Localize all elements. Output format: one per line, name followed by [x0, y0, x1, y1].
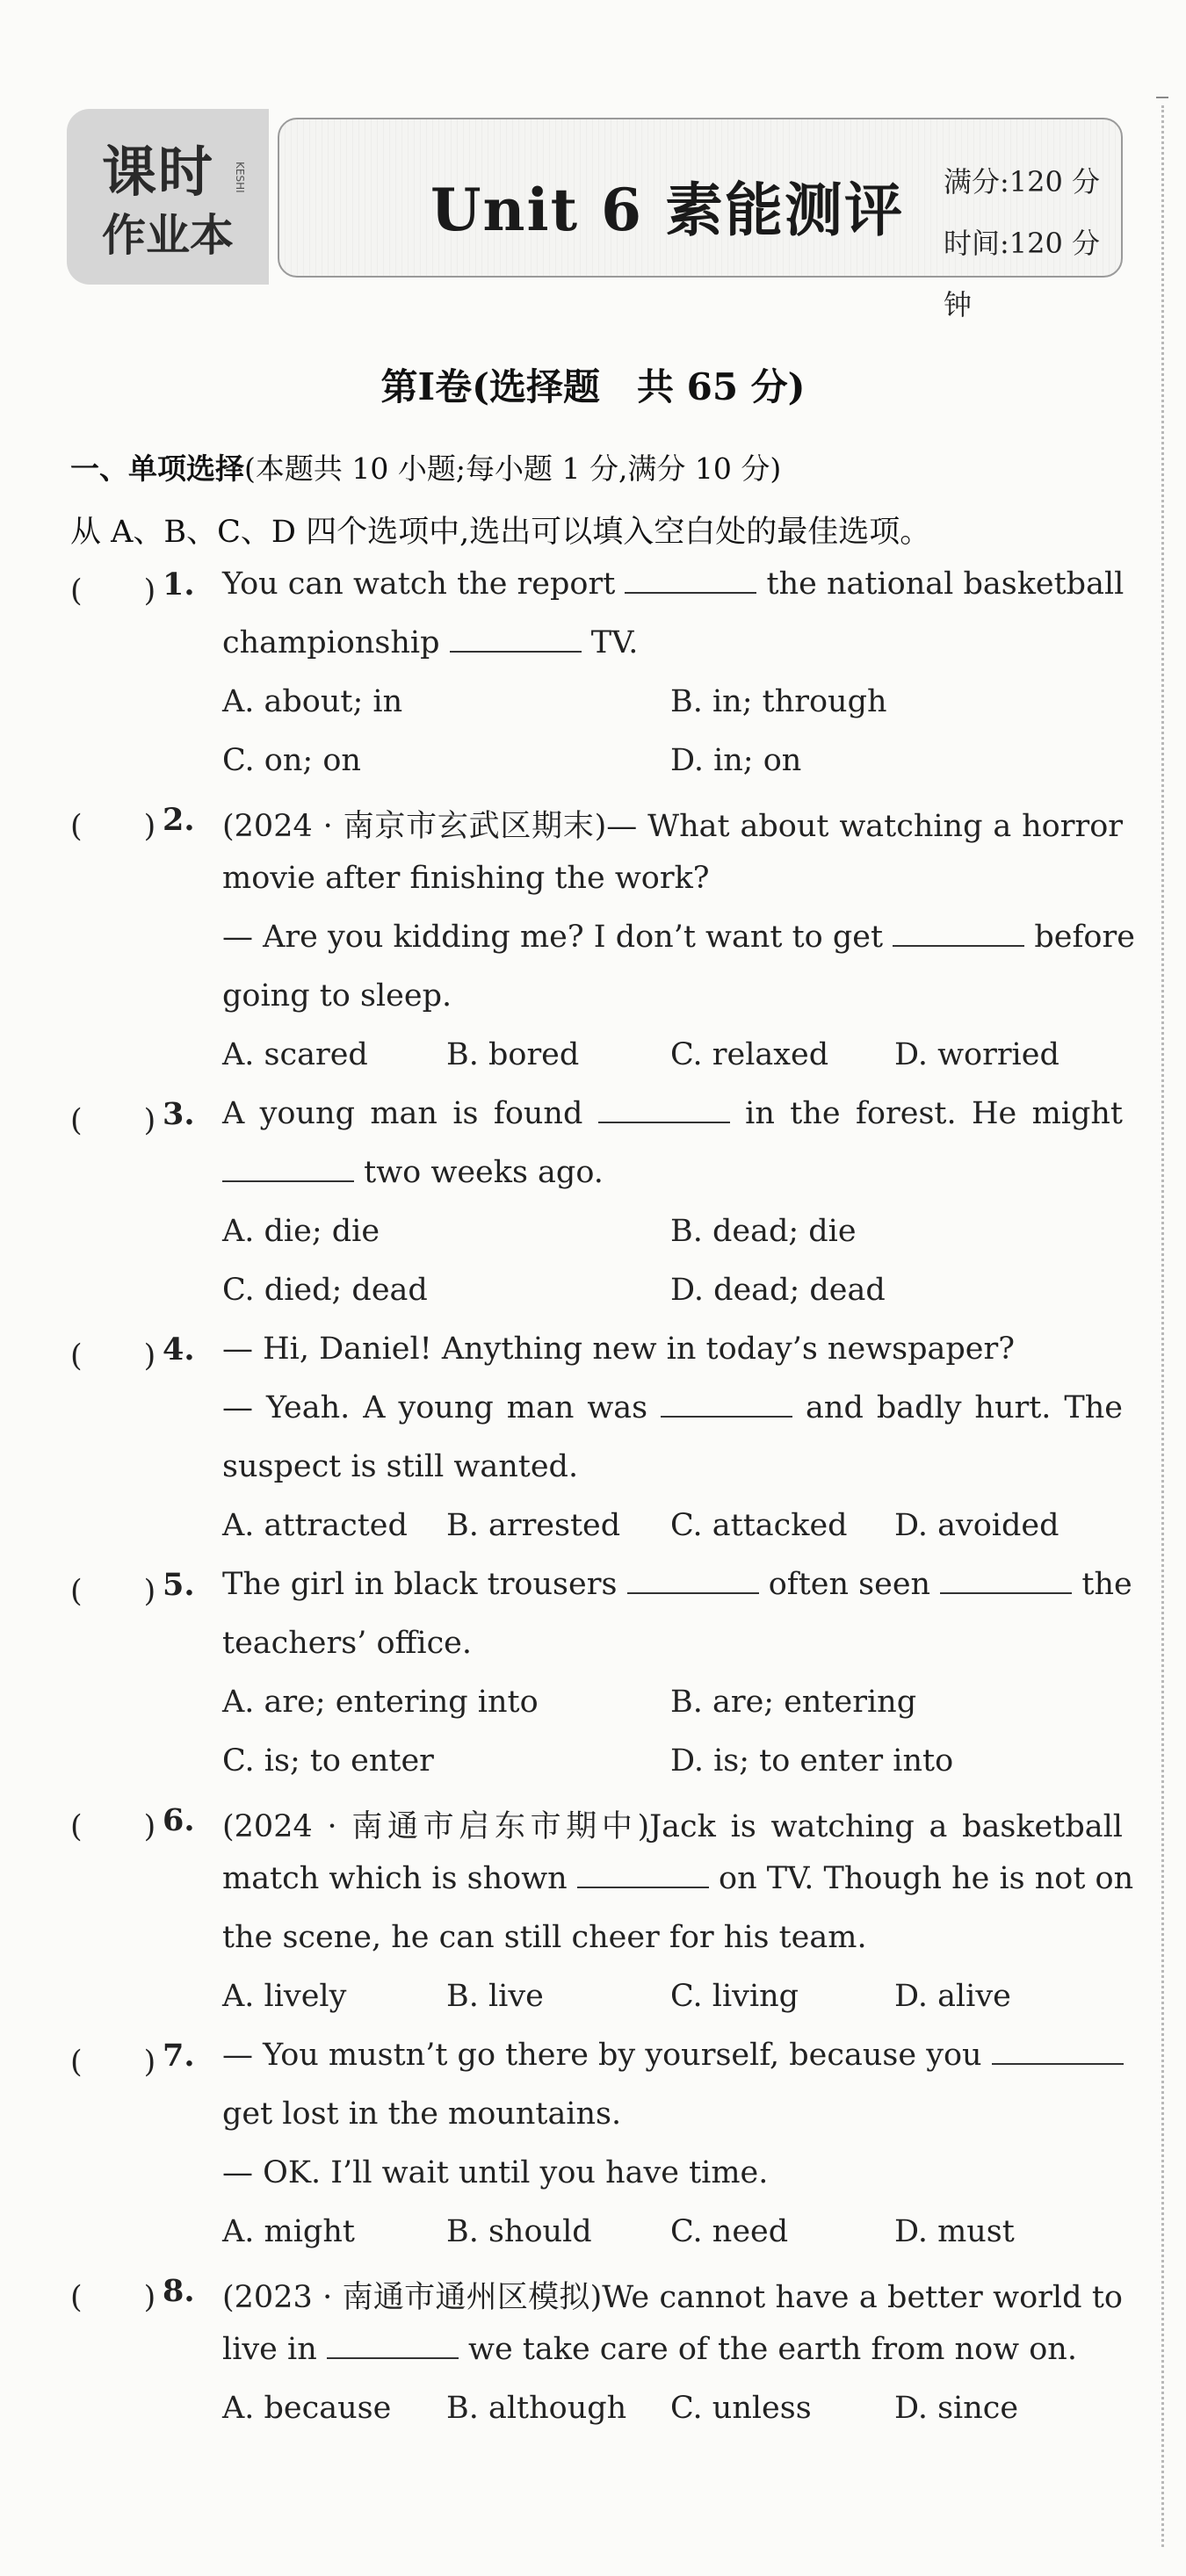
- option-b[interactable]: B. in; through: [670, 684, 887, 719]
- part-heading: [70, 446, 781, 487]
- answer-blank[interactable]: [222, 1156, 354, 1182]
- stem-text: live in: [222, 2332, 317, 2367]
- option-a[interactable]: A. about; in: [222, 684, 403, 719]
- answer-blank[interactable]: [893, 920, 1024, 947]
- stem-text: match which is shown: [222, 1861, 568, 1896]
- answer-blank[interactable]: [627, 1568, 759, 1594]
- question-number: 8.: [163, 2273, 195, 2309]
- question-number: 3.: [163, 1096, 195, 1132]
- stem-text: the national basketball: [766, 566, 1125, 602]
- stem-line: [222, 625, 1123, 660]
- stem-line: get lost in the mountains.: [222, 2096, 622, 2132]
- stem-line: — Hi, Daniel! Anything new in today’s newspaper?: [222, 1331, 1015, 1367]
- option-b[interactable]: B. live: [446, 1979, 544, 2014]
- option-b[interactable]: B. bored: [446, 1037, 580, 1072]
- logo-badge: [67, 109, 269, 285]
- answer-blank[interactable]: [450, 626, 582, 653]
- stem-text: You can watch the report: [222, 566, 616, 602]
- logo-line1: 课时: [102, 140, 215, 204]
- option-c[interactable]: C. died; dead: [222, 1273, 428, 1308]
- stem-line: the scene, he can still cheer for his team.: [222, 1920, 867, 1955]
- option-d[interactable]: D. is; to enter into: [670, 1743, 954, 1779]
- stem-text: The girl in black trousers: [222, 1567, 618, 1602]
- question-number: 7.: [163, 2038, 195, 2074]
- instruction: 从 A、B、C、D 四个选项中,选出可以填入空白处的最佳选项。: [70, 515, 931, 550]
- question-number: 2.: [163, 802, 195, 838]
- full-score: 满分:120 分: [944, 165, 1101, 198]
- page-header: [67, 109, 1121, 321]
- option-b[interactable]: B. arrested: [446, 1508, 621, 1543]
- question-number: 1.: [163, 566, 195, 603]
- option-a[interactable]: A. scared: [222, 1037, 368, 1072]
- stem-line: teachers’ office.: [222, 1626, 473, 1661]
- title-banner: [278, 118, 1123, 321]
- stem-line: [222, 1390, 1123, 1425]
- unit-title: Unit 6 素能测评: [430, 176, 904, 244]
- stem-text: we take care of the earth from now on.: [468, 2332, 1077, 2367]
- answer-blank[interactable]: [940, 1568, 1072, 1594]
- option-d[interactable]: D. dead; dead: [670, 1273, 886, 1308]
- answer-blank[interactable]: [577, 1862, 709, 1888]
- option-c[interactable]: C. unless: [670, 2391, 812, 2426]
- stem-text: before: [1034, 920, 1135, 955]
- stem-text: — You mustn’t go there by yourself, because you: [222, 2038, 982, 2073]
- logo-line2: 作业本: [102, 210, 234, 261]
- stem-line: suspect is still wanted.: [222, 1449, 579, 1484]
- stem-line: [222, 920, 1135, 955]
- answer-paren[interactable]: ( ): [70, 809, 156, 844]
- stem-line: [222, 2038, 1123, 2073]
- option-d[interactable]: D. avoided: [894, 1508, 1059, 1543]
- stem-line: — OK. I’ll wait until you have time.: [222, 2155, 769, 2190]
- stem-line: [222, 1861, 1134, 1896]
- stem-line: going to sleep.: [222, 978, 452, 1014]
- answer-paren[interactable]: ( ): [70, 1103, 156, 1138]
- stem-text: two weeks ago.: [364, 1155, 604, 1190]
- answer-paren[interactable]: ( ): [70, 1809, 156, 1844]
- option-c[interactable]: C. living: [670, 1979, 799, 2014]
- option-c[interactable]: C. is; to enter: [222, 1743, 434, 1779]
- answer-blank[interactable]: [327, 2333, 459, 2359]
- option-b[interactable]: B. should: [446, 2214, 592, 2249]
- option-b[interactable]: B. although: [446, 2391, 627, 2426]
- option-d[interactable]: D. must: [894, 2214, 1015, 2249]
- part-note: (本题共 10 小题;每小题 1 分,满分 10 分): [244, 451, 782, 486]
- stem-text: on TV. Though he is not on: [719, 1861, 1134, 1896]
- stem-line: [222, 1567, 1132, 1602]
- answer-paren[interactable]: ( ): [70, 574, 156, 609]
- stem-text: — Yeah. A young man was: [222, 1390, 648, 1425]
- question-number: 6.: [163, 1802, 195, 1838]
- stem-line: movie after finishing the work?: [222, 861, 710, 896]
- option-a[interactable]: A. are; entering into: [222, 1685, 539, 1720]
- option-a[interactable]: A. lively: [222, 1979, 347, 2014]
- stem-text: often seen: [768, 1567, 931, 1602]
- answer-paren[interactable]: ( ): [70, 2045, 156, 2080]
- option-a[interactable]: A. attracted: [222, 1508, 408, 1543]
- option-a[interactable]: A. because: [222, 2391, 392, 2426]
- option-d[interactable]: D. in; on: [670, 743, 802, 778]
- logo-small-text: KESHI: [234, 162, 246, 193]
- stem-line: [222, 2332, 1123, 2367]
- answer-blank[interactable]: [598, 1097, 730, 1123]
- section-title: 第Ⅰ卷(选择题 共 65 分): [380, 365, 806, 408]
- stem-line: (2023 · 南通市通州区模拟)We cannot have a better world to: [222, 2280, 1123, 2315]
- option-c[interactable]: C. attacked: [670, 1508, 848, 1543]
- option-b[interactable]: B. dead; die: [670, 1214, 857, 1249]
- answer-paren[interactable]: ( ): [70, 1574, 156, 1609]
- stem-text: TV.: [590, 625, 639, 660]
- option-c[interactable]: C. relaxed: [670, 1037, 829, 1072]
- stem-line: [222, 566, 1123, 602]
- question-number: 5.: [163, 1567, 195, 1603]
- option-d[interactable]: D. since: [894, 2391, 1019, 2426]
- stem-text: — Are you kidding me? I don’t want to get: [222, 920, 884, 955]
- stem-text: in the forest. He might: [745, 1096, 1123, 1131]
- answer-paren[interactable]: ( ): [70, 1339, 156, 1374]
- part-label: 一、单项选择: [70, 451, 244, 486]
- answer-paren[interactable]: ( ): [70, 2280, 156, 2315]
- stem-text: the: [1081, 1567, 1132, 1602]
- option-a[interactable]: A. might: [222, 2214, 355, 2249]
- option-c[interactable]: C. need: [670, 2214, 789, 2249]
- option-c[interactable]: C. on; on: [222, 743, 361, 778]
- stem-line: [222, 1155, 1123, 1190]
- stem-line: (2024 · 南京市玄武区期末)— What about watching a horror: [222, 809, 1123, 844]
- binding-dotted-line: [1161, 105, 1164, 2547]
- stem-text: A young man is found: [222, 1096, 583, 1131]
- option-b[interactable]: B. are; entering: [670, 1685, 917, 1720]
- answer-blank[interactable]: [625, 567, 756, 594]
- answer-blank[interactable]: [992, 2038, 1124, 2065]
- option-d[interactable]: D. alive: [894, 1979, 1011, 2014]
- question-number: 4.: [163, 1331, 195, 1367]
- stem-line: (2024 · 南通市启东市期中)Jack is watching a basketball: [222, 1809, 1123, 1844]
- time-limit: 时间:120 分钟: [944, 227, 1101, 321]
- option-d[interactable]: D. worried: [894, 1037, 1059, 1072]
- stem-text: and badly hurt. The: [806, 1390, 1123, 1425]
- option-a[interactable]: A. die; die: [222, 1214, 380, 1249]
- score-time-info: [944, 151, 1121, 336]
- stem-text: championship: [222, 625, 440, 660]
- stem-line: [222, 1096, 1123, 1131]
- answer-blank[interactable]: [661, 1391, 792, 1418]
- margin-tick: [1156, 97, 1168, 98]
